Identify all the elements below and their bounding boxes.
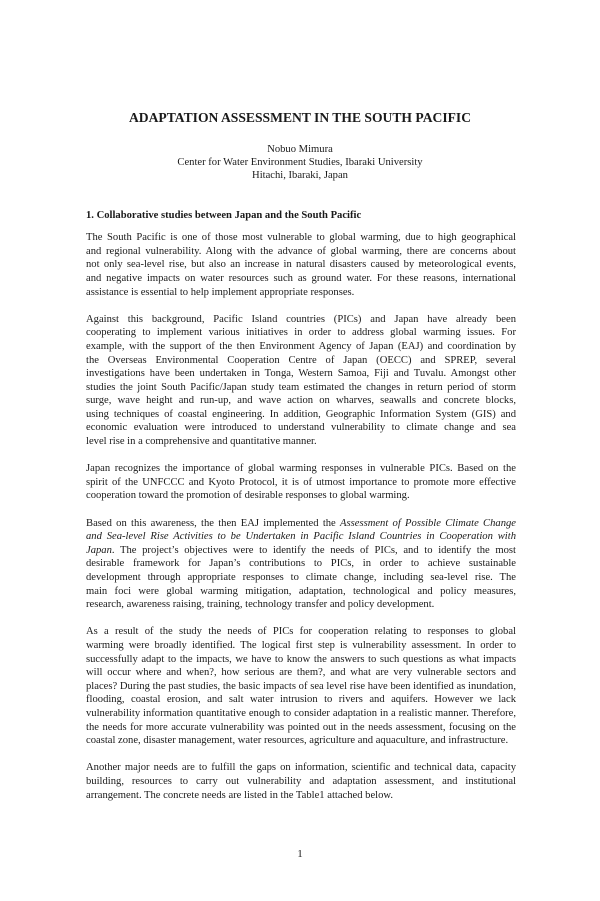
paragraph-line: spirit of the UNFCCC and Kyoto Protocol, it is of utmost importance to promote more effective (86, 476, 516, 488)
paragraph-line: example, with the support of the then Environment Agency of Japan (EAJ) and coordination by (86, 340, 516, 352)
paragraph-line: Against this background, Pacific Island countries (PICs) and Japan have already been (86, 313, 516, 325)
paragraph-line: investigations have been undertaken in Tonga, Western Samoa, Fiji and Tuvalu. Amongst other (86, 368, 516, 380)
paragraph-2 (86, 313, 516, 449)
paragraph-line (86, 517, 516, 531)
paragraph-line: warming were broadly identified. The logical first step is vulnerability assessment. In order to (86, 639, 516, 651)
paragraph-line: not only sea-level rise, but also an increase in natural disasters caused by meteorological events, (86, 259, 516, 271)
paragraph-line: cooperating to implement various initiatives in order to address global warming issues. For (86, 327, 516, 339)
author-location: Hitachi, Ibaraki, Japan (252, 170, 348, 182)
paragraph-line: using techniques of coastal engineering. In addition, Geographic Information System (GIS) and (86, 408, 516, 420)
page-number: 1 (297, 848, 303, 861)
paragraph-line: coastal zone, disaster management, water resources, agriculture and aquaculture, and infrastructure. (86, 735, 509, 747)
paragraph-line: cooperation toward the promotion of desirable responses to global warming. (86, 490, 410, 502)
paragraph-line: flooding, coastal erosion, and salt water intrusion to rivers and aquifers. However we lack (86, 694, 516, 706)
author-block (0, 143, 600, 183)
paragraph-line: main foci were global warming mitigation, adaptation, technological and policy measures, (86, 585, 516, 597)
author-name: Nobuo Mimura (267, 144, 333, 155)
paragraph-line: and negative impacts on water resources such as ground water. For these reasons, international (86, 272, 516, 284)
paragraph-line: and regional vulnerability. Along with the advance of global warming, there are concerns about (86, 245, 516, 257)
paragraph-line: successfully adapt to the impacts, we have to know the answers to such questions as what impacts (86, 653, 516, 665)
paragraph-line: Another major needs are to fulfill the gaps on information, scientific and technical data, capacity (86, 762, 516, 774)
paragraph-line: level rise in a comprehensive and quantitative manner. (86, 436, 317, 448)
paragraph-3 (86, 462, 516, 503)
project-title-italic: and Sea-level Rise Activities to be Undertaken in Pacific Island Countries in Cooperation with (86, 531, 516, 543)
paragraph-line: studies the joint South Pacific/Japan study team estimated the changes in return period of storm (86, 381, 516, 393)
author-affiliation: Center for Water Environment Studies, Ibaraki University (177, 157, 423, 169)
paragraph-line: As a result of the study the needs of PICs for cooperation relating to responses to global (86, 626, 516, 638)
paragraph-line: The South Pacific is one of those most vulnerable to global warming, due to high geographical (86, 232, 516, 244)
project-title-italic: Japan (86, 544, 112, 556)
paragraph-line (86, 544, 516, 558)
section-heading: 1. Collaborative studies between Japan and the South Pacific (86, 209, 362, 221)
paragraph-line: vulnerability information quantitative enough to consider adaptation in a realistic manner. Therefore, (86, 707, 516, 719)
paragraph-line: development through appropriate responses to climate change, including sea-level rise. The (86, 572, 516, 583)
paragraph-text: Based on this awareness, the then EAJ implemented the (86, 517, 341, 529)
paragraph-6 (86, 761, 516, 802)
paragraph-1 (86, 231, 516, 299)
paragraph-line: Japan recognizes the importance of global warming responses in vulnerable PICs. Based on the (86, 463, 516, 475)
paragraph-line: places? During the past studies, the basic impacts of sea level rise have been identified as inundation, (86, 680, 516, 692)
paragraph-line: desirable framework for Japan’s contributions to PICs, in order to achieve sustainable (86, 558, 516, 570)
paragraph-line: the Overseas Environmental Cooperation Centre of Japan (OECC) and SPREP, several (86, 354, 516, 366)
paragraph-line: the needs for more accurate vulnerability was pointed out in the needs assessment, focusing on the (86, 721, 516, 733)
paragraph-line: economic evaluation were introduced to understand vulnerability to climate change and sea (86, 422, 516, 434)
paragraph-text: . The project’s objectives were to identify the needs of PICs, and to identify the most (111, 544, 516, 556)
document-title: ADAPTATION ASSESSMENT IN THE SOUTH PACIFIC (128, 110, 472, 125)
paragraph-4 (86, 517, 516, 612)
paragraph-line: research, awareness raising, training, technology transfer and policy development. (86, 599, 435, 611)
paragraph-line: building, resources to carry out vulnerability and adaptation assessment, and institutional (86, 775, 516, 787)
paragraph-line: will occur where and when?, how serious are them?, and what are very vulnerable sectors and (86, 667, 516, 679)
paragraph-line: surge, wave height and run-up, and wave action on wharves, seawalls and concrete blocks, (86, 395, 516, 407)
paragraph-5 (86, 625, 516, 747)
paragraph-line: arrangement. The concrete needs are listed in the Table1 attached below. (86, 789, 394, 801)
project-title-italic: Assessment of Possible Climate Change (340, 517, 516, 529)
paragraph-line: assistance is essential to help implement appropriate responses. (86, 286, 355, 298)
